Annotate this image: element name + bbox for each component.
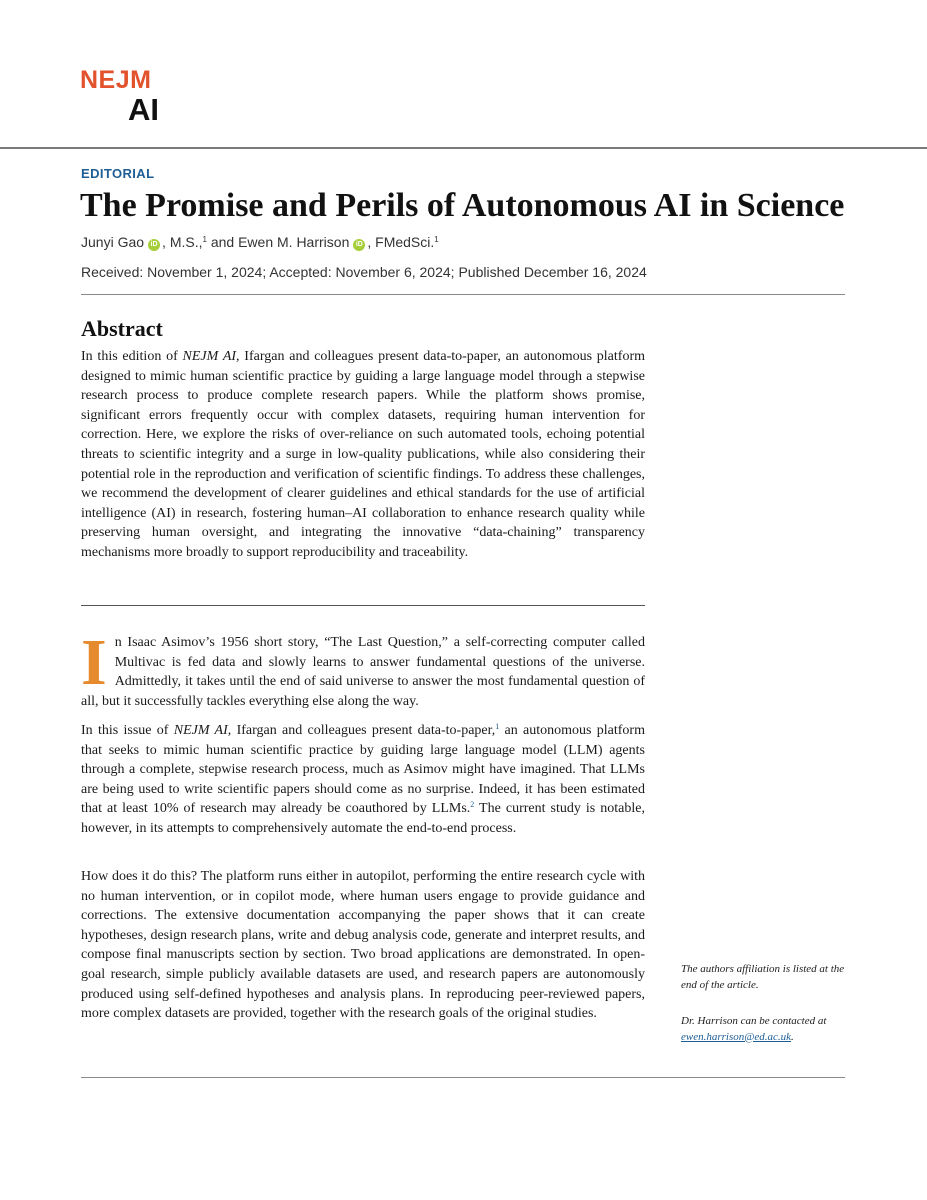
header-divider bbox=[0, 147, 927, 149]
body-paragraph bbox=[81, 626, 645, 711]
publication-dates: Received: November 1, 2024; Accepted: November 6, 2024; Published December 16, 2024 bbox=[81, 264, 647, 280]
contact-note bbox=[681, 1014, 849, 1045]
orcid-icon[interactable]: iD bbox=[148, 239, 160, 251]
affiliation-ref: 1 bbox=[202, 235, 207, 244]
journal-logo[interactable] bbox=[80, 66, 159, 126]
orcid-icon[interactable]: iD bbox=[353, 239, 365, 251]
contact-suffix: . bbox=[791, 1030, 794, 1043]
journal-name: NEJM AI bbox=[173, 723, 228, 738]
article-title: The Promise and Perils of Autonomous AI in Science bbox=[80, 187, 845, 224]
affiliation-ref: 1 bbox=[434, 235, 439, 244]
divider bbox=[81, 294, 845, 295]
footer-divider bbox=[81, 1077, 845, 1078]
author-name: Junyi Gao bbox=[81, 234, 145, 250]
author-line bbox=[81, 234, 439, 251]
abstract-text-part: In this edition of bbox=[81, 349, 183, 364]
paragraph-text: an autonomous platform that seeks to mimic human scientific practice by guiding large language model (LLM) agents through a complete, stepwise research process, much as Asimov might have imagined. That LLMs are being used to write scientific papers should come as no surprise. Indeed, it has been estimated that at least 10% of research may already be coauthored by LLMs. bbox=[81, 723, 645, 817]
abstract-text bbox=[81, 347, 645, 563]
paragraph-text: The current study is notable, however, in its attempts to comprehensively automate the end-to-end process. bbox=[81, 801, 645, 836]
abstract-text-part: , Ifargan and colleagues present data-to-paper, an autonomous platform designed to mimic human scientific practice by guiding a large language model through a stepwise research process to produce complete research papers. While the platform shows promise, significant errors frequently occur with complex datasets, requiring human intervention for correction. Here, we explore the risks of over-reliance on such automated tools, echoing potential threats to scientific integrity and a surge in low-quality publications, while also considering their potential role in the reproduction and verification of scientific findings. To address these challenges, we recommend the development of clearer guidelines and ethical standards for the use of artificial intelligence (AI) in research, fostering human–AI collaboration to enhance research quality while preserving human oversight, and integrating the innovative “data-chaining” transparency mechanisms more broadly to support reproducibility and traceability. bbox=[81, 349, 646, 560]
drop-cap: I bbox=[81, 626, 107, 699]
paragraph-text: , Ifargan and colleagues present data-to-paper, bbox=[227, 723, 496, 738]
logo-nejm-text: NEJM bbox=[80, 66, 152, 94]
logo-ai-text: AI bbox=[128, 92, 159, 127]
author-degree: , M.S., bbox=[162, 234, 203, 250]
reference-link[interactable]: 1 bbox=[495, 722, 500, 731]
author-degree: , FMedSci. bbox=[367, 234, 435, 250]
journal-name: NEJM AI bbox=[182, 349, 237, 364]
abstract-heading: Abstract bbox=[81, 316, 163, 341]
section-label: EDITORIAL bbox=[81, 166, 155, 181]
body-paragraph bbox=[81, 721, 645, 839]
author-separator: and bbox=[206, 234, 239, 250]
contact-prefix: Dr. Harrison can be contacted at bbox=[681, 1015, 827, 1027]
paragraph-text: n Isaac Asimov’s 1956 short story, “The Last Question,” a self-correcting computer called Multivac is fed data and slowly learns to answer fundamental questions of the universe. Admittedly, it takes until the end of said universe to answer the most fundamental question of all, but it successfully tackles everything else along the way. bbox=[81, 635, 645, 709]
affiliation-note: The authors affiliation is listed at the end of the article. bbox=[681, 963, 845, 991]
author-name: Ewen M. Harrison bbox=[238, 234, 350, 250]
email-link[interactable]: ewen.harrison@ed.ac.uk bbox=[681, 1030, 792, 1043]
body-paragraph: How does it do this? The platform runs either in autopilot, performing the entire research cycle with no human intervention, or in copilot mode, where human users engage to provide guidance and corrections. The extensive documentation accompanying the paper shows that it can create hypotheses, design research plans, write and debug analysis code, generate and interpret results, and compose final manuscripts section by section. Two broad applications are demonstrated. In open-goal research, simple publicly available datasets are used, and research papers are autonomously produced using self-defined hypotheses and analysis plans. In reproducing peer-reviewed papers, more complex datasets are provided, together with the research goals of the original studies. bbox=[81, 869, 645, 1022]
reference-link[interactable]: 2 bbox=[470, 800, 475, 810]
divider bbox=[81, 605, 645, 606]
paragraph-text: In this issue of bbox=[81, 723, 174, 738]
